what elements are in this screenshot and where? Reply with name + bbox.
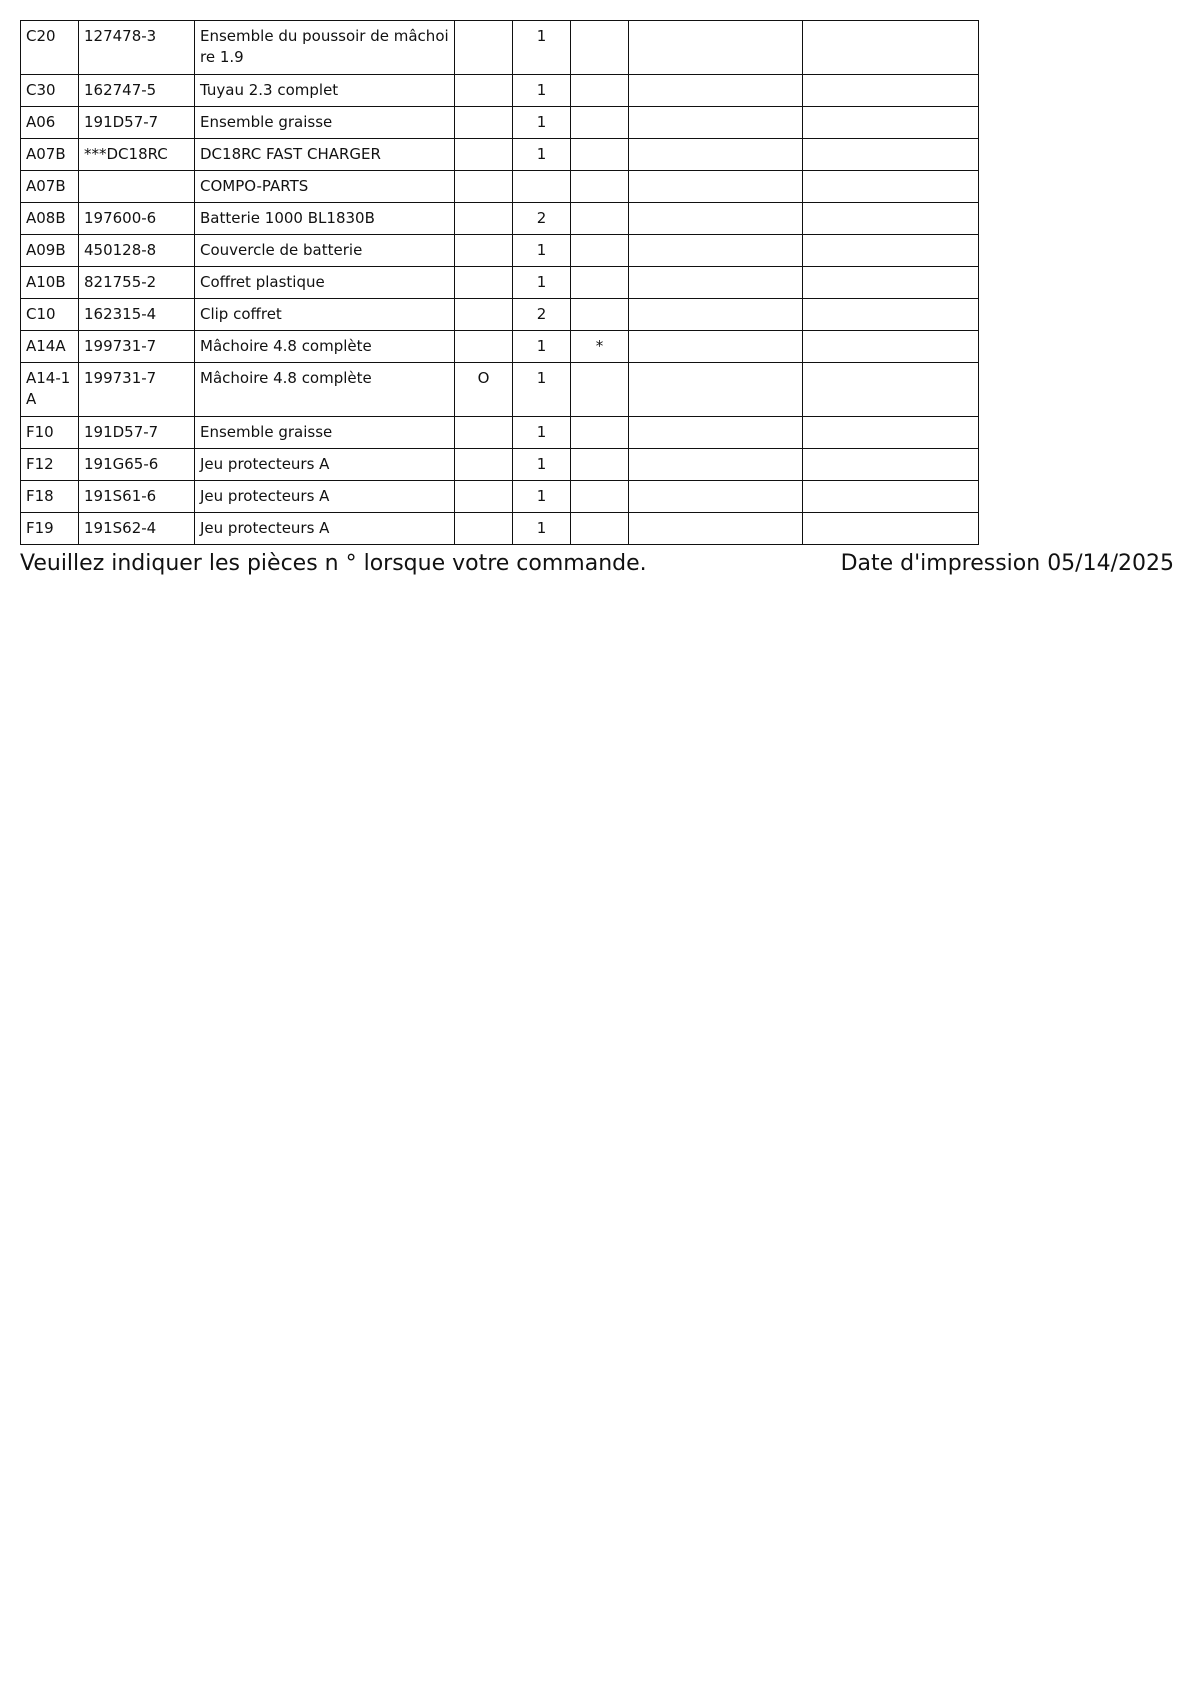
cell-empty (803, 299, 979, 331)
order-instruction-note: Veuillez indiquer les pièces n ° lorsque votre commande. (20, 551, 647, 576)
cell-part-number: 191G65-6 (79, 449, 195, 481)
table-row (21, 139, 979, 171)
cell-description: Jeu protecteurs A (195, 481, 455, 513)
cell-quantity: 2 (513, 203, 571, 235)
cell-empty (629, 75, 803, 107)
table-row (21, 481, 979, 513)
cell-part-number: 821755-2 (79, 267, 195, 299)
table-row (21, 203, 979, 235)
cell-description: Ensemble graisse (195, 417, 455, 449)
cell-option (455, 331, 513, 363)
cell-quantity: 1 (513, 363, 571, 417)
cell-description: COMPO-PARTS (195, 171, 455, 203)
cell-description: Ensemble graisse (195, 107, 455, 139)
cell-quantity (513, 171, 571, 203)
cell-note (571, 203, 629, 235)
cell-option (455, 21, 513, 75)
cell-quantity: 1 (513, 235, 571, 267)
cell-description: Ensemble du poussoir de mâchoire 1.9 (195, 21, 455, 75)
cell-note: * (571, 331, 629, 363)
cell-number: A09B (21, 235, 79, 267)
cell-option (455, 299, 513, 331)
table-row (21, 75, 979, 107)
cell-quantity: 1 (513, 21, 571, 75)
cell-number: A14-1A (21, 363, 79, 417)
cell-description: Jeu protecteurs A (195, 513, 455, 545)
cell-part-number: 191S62-4 (79, 513, 195, 545)
cell-note (571, 235, 629, 267)
cell-description: Tuyau 2.3 complet (195, 75, 455, 107)
cell-number: A07B (21, 171, 79, 203)
cell-empty (803, 513, 979, 545)
cell-note (571, 267, 629, 299)
cell-note (571, 107, 629, 139)
cell-number: A10B (21, 267, 79, 299)
cell-note (571, 139, 629, 171)
cell-description: Mâchoire 4.8 complète (195, 363, 455, 417)
cell-note (571, 21, 629, 75)
table-row (21, 331, 979, 363)
table-row (21, 171, 979, 203)
cell-part-number: 191D57-7 (79, 417, 195, 449)
cell-empty (629, 267, 803, 299)
cell-option: O (455, 363, 513, 417)
cell-part-number: 191D57-7 (79, 107, 195, 139)
cell-number: A06 (21, 107, 79, 139)
table-row (21, 513, 979, 545)
cell-quantity: 1 (513, 75, 571, 107)
cell-part-number: 199731-7 (79, 331, 195, 363)
cell-empty (629, 449, 803, 481)
cell-empty (803, 331, 979, 363)
cell-quantity: 2 (513, 299, 571, 331)
cell-empty (629, 235, 803, 267)
cell-empty (803, 449, 979, 481)
cell-empty (629, 363, 803, 417)
cell-number: C20 (21, 21, 79, 75)
cell-part-number: 191S61-6 (79, 481, 195, 513)
table-row (21, 267, 979, 299)
cell-option (455, 107, 513, 139)
cell-empty (629, 299, 803, 331)
cell-note (571, 449, 629, 481)
table-row (21, 417, 979, 449)
print-date: Date d'impression 05/14/2025 (840, 551, 1174, 576)
cell-description: Mâchoire 4.8 complète (195, 331, 455, 363)
cell-number: F19 (21, 513, 79, 545)
cell-empty (803, 21, 979, 75)
cell-number: F12 (21, 449, 79, 481)
cell-quantity: 1 (513, 449, 571, 481)
cell-number: A08B (21, 203, 79, 235)
table-row (21, 107, 979, 139)
cell-empty (629, 203, 803, 235)
cell-empty (803, 235, 979, 267)
cell-description: Jeu protecteurs A (195, 449, 455, 481)
cell-part-number: ***DC18RC (79, 139, 195, 171)
cell-quantity: 1 (513, 267, 571, 299)
table-row (21, 363, 979, 417)
cell-number: A14A (21, 331, 79, 363)
cell-description: Batterie 1000 BL1830B (195, 203, 455, 235)
table-row (21, 235, 979, 267)
table-row (21, 299, 979, 331)
cell-empty (803, 107, 979, 139)
cell-option (455, 75, 513, 107)
cell-option (455, 513, 513, 545)
cell-empty (803, 75, 979, 107)
cell-option (455, 267, 513, 299)
cell-part-number: 199731-7 (79, 363, 195, 417)
cell-note (571, 481, 629, 513)
cell-option (455, 203, 513, 235)
cell-quantity: 1 (513, 481, 571, 513)
cell-empty (803, 139, 979, 171)
table-row (21, 449, 979, 481)
cell-empty (803, 417, 979, 449)
cell-part-number: 197600-6 (79, 203, 195, 235)
cell-empty (629, 513, 803, 545)
cell-number: C10 (21, 299, 79, 331)
cell-quantity: 1 (513, 331, 571, 363)
cell-note (571, 299, 629, 331)
cell-option (455, 235, 513, 267)
cell-number: F18 (21, 481, 79, 513)
cell-empty (629, 171, 803, 203)
cell-number: F10 (21, 417, 79, 449)
cell-empty (629, 417, 803, 449)
parts-table (20, 20, 979, 545)
cell-quantity: 1 (513, 107, 571, 139)
cell-empty (629, 107, 803, 139)
cell-quantity: 1 (513, 513, 571, 545)
cell-option (455, 139, 513, 171)
cell-option (455, 171, 513, 203)
cell-empty (803, 481, 979, 513)
cell-empty (629, 331, 803, 363)
cell-option (455, 481, 513, 513)
cell-note (571, 363, 629, 417)
cell-part-number: 162315-4 (79, 299, 195, 331)
cell-number: A07B (21, 139, 79, 171)
cell-number: C30 (21, 75, 79, 107)
cell-description: Couvercle de batterie (195, 235, 455, 267)
cell-note (571, 513, 629, 545)
cell-empty (629, 21, 803, 75)
cell-quantity: 1 (513, 139, 571, 171)
cell-part-number (79, 171, 195, 203)
cell-note (571, 417, 629, 449)
cell-note (571, 75, 629, 107)
cell-option (455, 449, 513, 481)
cell-empty (803, 203, 979, 235)
cell-note (571, 171, 629, 203)
cell-description: DC18RC FAST CHARGER (195, 139, 455, 171)
cell-empty (803, 171, 979, 203)
cell-description: Coffret plastique (195, 267, 455, 299)
cell-empty (803, 267, 979, 299)
cell-part-number: 127478-3 (79, 21, 195, 75)
cell-empty (629, 481, 803, 513)
cell-empty (803, 363, 979, 417)
cell-option (455, 417, 513, 449)
cell-empty (629, 139, 803, 171)
table-row (21, 21, 979, 75)
cell-part-number: 450128-8 (79, 235, 195, 267)
cell-part-number: 162747-5 (79, 75, 195, 107)
cell-description: Clip coffret (195, 299, 455, 331)
cell-quantity: 1 (513, 417, 571, 449)
